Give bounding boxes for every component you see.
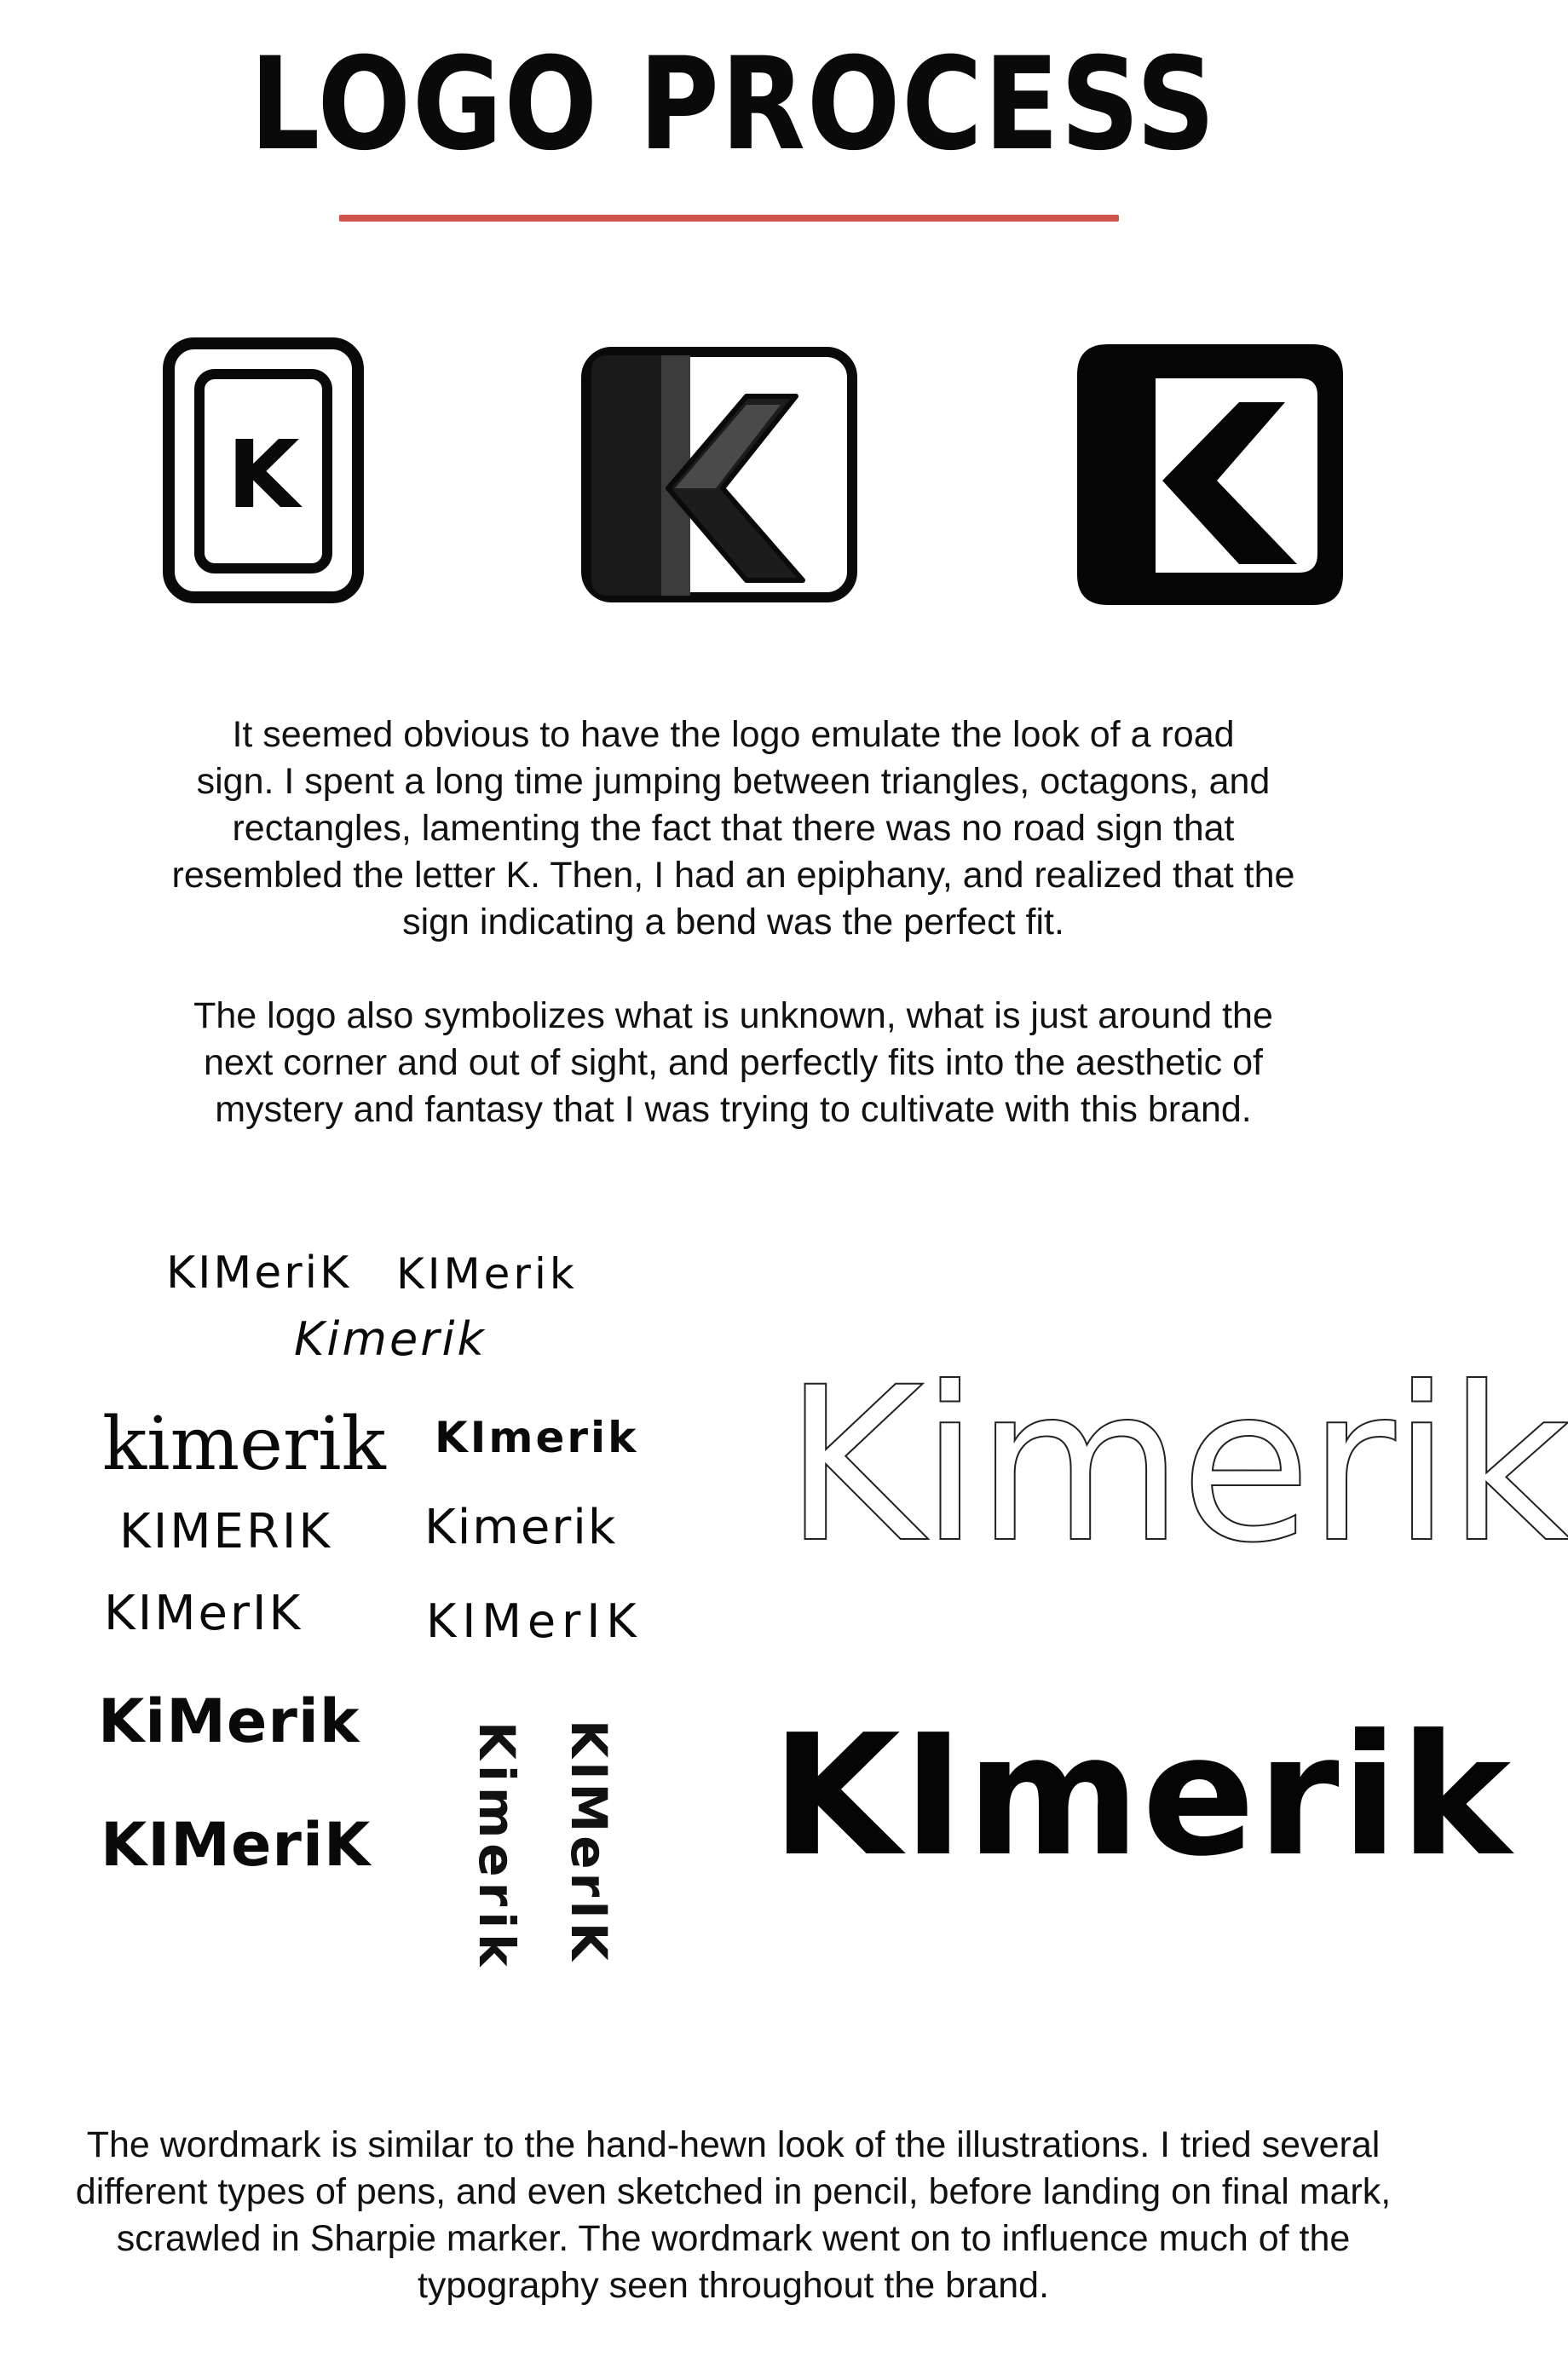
paragraph-line: It seemed obvious to have the logo emulate the look of a road	[232, 714, 1235, 755]
wordmark-sketch: KIMeriK	[101, 1810, 372, 1880]
logo-description-paragraph	[0, 712, 1467, 946]
wordmark-sketch-vertical: Kimerik	[468, 1721, 526, 1972]
wordmark-sketch: KIMerik	[396, 1249, 578, 1299]
wordmark-sketch: Kimerik	[294, 1312, 487, 1366]
logo-sketch-letter: K	[227, 420, 300, 529]
paragraph-line: typography seen throughout the brand.	[417, 2265, 1050, 2306]
paragraph-line: next corner and out of sight, and perfectly fits into the aesthetic of	[204, 1042, 1263, 1083]
paragraph-line: scrawled in Sharpie marker. The wordmark went on to influence much of the	[116, 2218, 1351, 2259]
wordmark-sketch: KIMerIK	[426, 1594, 643, 1648]
paragraph-line: different types of pens, and even sketched in pencil, before landing on final mark,	[75, 2171, 1392, 2212]
wordmark-sketch: KImerik	[435, 1413, 639, 1462]
wordmark-sketch: KIMerIK	[104, 1586, 303, 1641]
paragraph-line: rectangles, lamenting the fact that there was no road sign that	[232, 808, 1235, 849]
paragraph-line: sign indicating a bend was the perfect fit.	[402, 902, 1064, 942]
paragraph-line: mystery and fantasy that I was trying to cultivate with this brand.	[215, 1089, 1252, 1130]
paragraph-line: resembled the letter K. Then, I had an epiphany, and realized that the	[171, 855, 1295, 896]
logo-symbolism-paragraph	[0, 993, 1467, 1133]
wordmark-sketch: KIMeriK	[166, 1248, 352, 1299]
wordmark-sketch-vertical: KIMerIK	[560, 1720, 618, 1964]
logo-sketch-final-icon	[1074, 341, 1346, 609]
wordmark-description-paragraph	[0, 2122, 1467, 2309]
paragraph-line: The logo also symbolizes what is unknown, what is just around the	[193, 995, 1273, 1036]
paragraph-line: sign. I spent a long time jumping between triangles, octagons, and	[196, 761, 1271, 802]
wordmark-sketch: KIMERIK	[119, 1504, 333, 1559]
wordmark-sketch: kimerik	[102, 1402, 386, 1487]
title-underline	[339, 215, 1119, 222]
pencil-outline-wordmark: Kimerik	[784, 1341, 1568, 1589]
logo-sketch-outline-icon	[162, 337, 366, 605]
paragraph-line: The wordmark is similar to the hand-hewn look of the illustrations. I tried several	[86, 2124, 1381, 2165]
wordmark-sketch: Kimerik	[424, 1500, 618, 1555]
page-title: LOGO PROCESS	[250, 31, 1217, 179]
wordmark-sketch: KiMerik	[98, 1686, 360, 1756]
final-wordmark: KImerik	[771, 1699, 1513, 1893]
logo-sketch-shaded-icon	[579, 345, 861, 605]
